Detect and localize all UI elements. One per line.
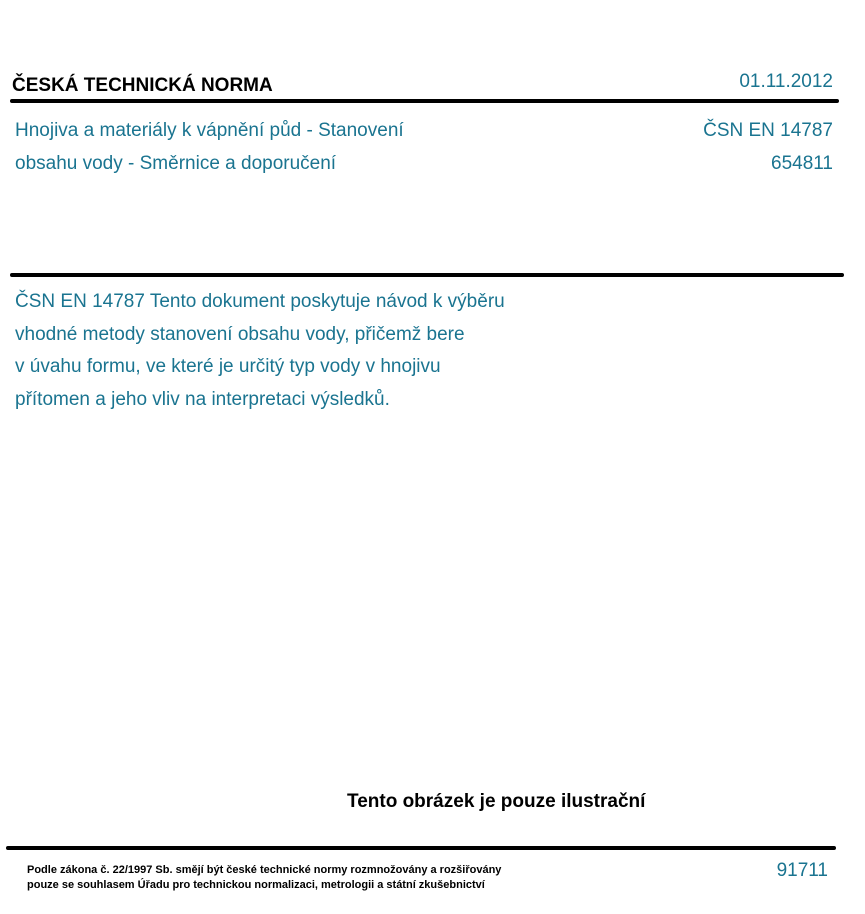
footer-divider bbox=[6, 846, 836, 850]
description-line: ČSN EN 14787 Tento dokument poskytuje návod k výběru bbox=[15, 291, 505, 312]
document-type-heading: ČESKÁ TECHNICKÁ NORMA bbox=[12, 75, 273, 96]
catalog-number: 654811 bbox=[771, 153, 833, 174]
section-divider bbox=[10, 273, 844, 277]
legal-notice-line: pouze se souhlasem Úřadu pro technickou normalizaci, metrologii a státní zkušebnictví bbox=[27, 879, 485, 891]
standard-identifiers bbox=[703, 114, 833, 180]
illustration-disclaimer: Tento obrázek je pouze ilustrační bbox=[347, 791, 646, 812]
header-divider bbox=[10, 99, 839, 103]
legal-notice-line: Podle zákona č. 22/1997 Sb. smějí být české technické normy rozmnožovány a rozšiřovány bbox=[27, 864, 502, 876]
description-line: vhodné metody stanovení obsahu vody, přičemž bere bbox=[15, 323, 465, 345]
standard-title-line: obsahu vody - Směrnice a doporučení bbox=[15, 153, 337, 174]
description-line: přítomen a jeho vliv na interpretaci výsledků. bbox=[15, 388, 390, 410]
standard-title-line: Hnojiva a materiály k vápnění půd - Stanovení bbox=[15, 120, 404, 141]
publication-date: 01.11.2012 bbox=[739, 71, 833, 92]
description-text bbox=[15, 286, 505, 416]
standard-title bbox=[15, 114, 404, 180]
legal-notice bbox=[27, 863, 501, 893]
document-id: 91711 bbox=[776, 860, 828, 881]
description-line: v úvahu formu, ve které je určitý typ vody v hnojivu bbox=[15, 356, 441, 377]
standard-code: ČSN EN 14787 bbox=[703, 120, 833, 141]
